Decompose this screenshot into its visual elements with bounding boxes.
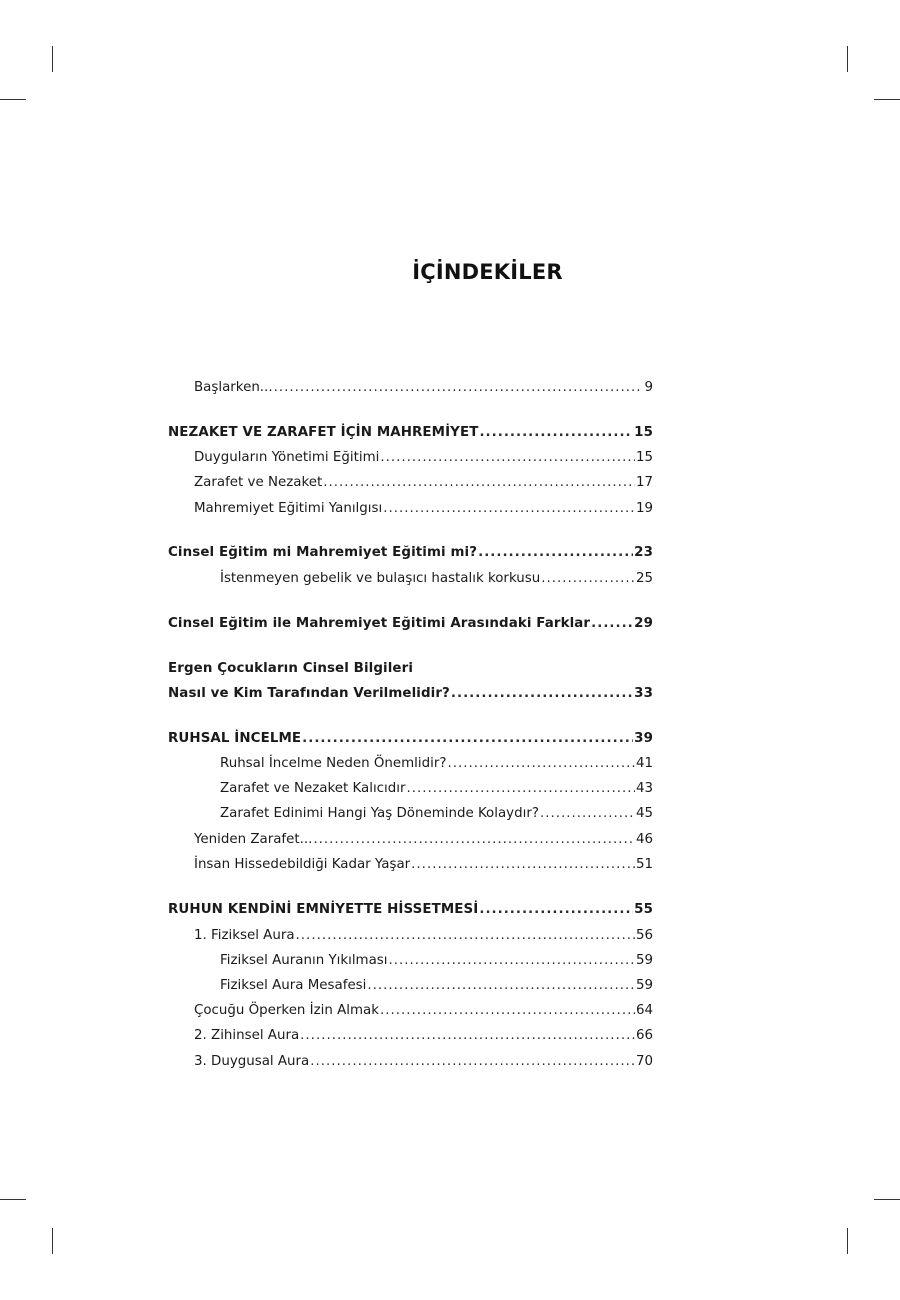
toc-entry-page: 39: [634, 731, 653, 746]
toc-entry: [194, 855, 653, 875]
toc-entry: [220, 804, 653, 824]
toc-entry-page: 59: [635, 953, 653, 968]
toc-leader-dots: [310, 1052, 635, 1072]
toc-leader-dots: [300, 1026, 635, 1046]
toc-entry-page: 46: [635, 832, 653, 847]
toc-leader-dots: [479, 900, 633, 920]
toc-entry: [194, 448, 653, 468]
toc-leader-dots: [323, 473, 635, 493]
toc-leader-dots: [540, 804, 635, 824]
toc-leader-dots: [591, 614, 633, 634]
toc-leader-dots: [406, 779, 634, 799]
toc-leader-dots: [389, 951, 635, 971]
toc-entry: [220, 951, 653, 971]
toc-leader-dots: [411, 855, 635, 875]
toc-entry-page: 15: [635, 450, 653, 465]
toc-entry: [220, 779, 653, 799]
toc-entry-title: 1. Fiziksel Aura: [194, 928, 295, 943]
toc-leader-dots: [367, 976, 635, 996]
toc-entry: [168, 614, 653, 634]
toc-entry: [220, 976, 653, 996]
toc-entry-title: Fiziksel Aura Mesafesi: [220, 978, 367, 993]
toc-entry-page: 29: [634, 616, 653, 631]
toc-entry: [194, 926, 653, 946]
toc-entry-title: Yeniden Zarafet...: [194, 832, 313, 847]
toc-entry: [168, 900, 653, 920]
toc-entry-page: 43: [635, 781, 653, 796]
toc-leader-dots: [479, 423, 633, 443]
toc-entry-title: Cinsel Eğitim ile Mahremiyet Eğitimi Arasındaki Farklar: [168, 616, 591, 631]
toc-entry: [220, 754, 653, 774]
toc-entry: [194, 473, 653, 493]
toc-leader-dots: [478, 543, 633, 563]
toc-entry: [220, 569, 653, 589]
toc-entry-title: Ergen Çocukların Cinsel Bilgileri: [168, 661, 414, 676]
toc-entry-title: 3. Duygusal Aura: [194, 1054, 310, 1069]
toc-leader-dots: [380, 448, 635, 468]
page-title: İÇİNDEKİLER: [412, 260, 563, 285]
toc-entry-title: RUHUN KENDİNİ EMNİYETTE HİSSETMESİ: [168, 902, 479, 917]
toc-entry: [168, 423, 653, 443]
toc-entry-title: Mahremiyet Eğitimi Yanılgısı: [194, 501, 383, 516]
toc-entry-page: 51: [635, 857, 653, 872]
toc-leader-dots: [274, 378, 644, 398]
toc-entry-page: 56: [635, 928, 653, 943]
toc-entry-title: Başlarken...: [194, 380, 273, 395]
toc-entry-title: Zarafet ve Nezaket: [194, 475, 323, 490]
toc-entry-page: 9: [644, 380, 653, 395]
toc-entry-title: Nasıl ve Kim Tarafından Verilmelidir?: [168, 686, 450, 701]
toc-entry-page: 55: [634, 902, 653, 917]
toc-entry-page: 66: [635, 1028, 653, 1043]
toc-leader-dots: [302, 729, 633, 749]
toc-leader-dots: [447, 754, 635, 774]
toc-entry-title: Ruhsal İncelme Neden Önemlidir?: [220, 756, 447, 771]
toc-entry-page: 64: [635, 1003, 653, 1018]
toc-entry: [194, 1052, 653, 1072]
toc-entry: [168, 729, 653, 749]
toc-entry: [194, 378, 653, 398]
toc-leader-dots: [383, 499, 635, 519]
toc-leader-dots: [451, 684, 633, 704]
toc-entry-page: 59: [635, 978, 653, 993]
toc-entry: [168, 659, 653, 679]
toc-entry: [168, 684, 653, 704]
toc-entry-page: 17: [635, 475, 653, 490]
toc-leader-dots: [541, 569, 635, 589]
toc-entry-title: Zarafet Edinimi Hangi Yaş Döneminde Kolaydır?: [220, 806, 539, 821]
toc-entry: [194, 499, 653, 519]
toc-entry-title: NEZAKET VE ZARAFET İÇİN MAHREMİYET: [168, 425, 479, 440]
toc-entry-title: RUHSAL İNCELME: [168, 731, 302, 746]
toc-leader-dots: [313, 830, 635, 850]
toc-entry: [168, 543, 653, 563]
toc-entry-page: 33: [634, 686, 653, 701]
toc-entry-page: 45: [635, 806, 653, 821]
toc-entry-title: Zarafet ve Nezaket Kalıcıdır: [220, 781, 406, 796]
toc-entry: [194, 1001, 653, 1021]
toc-entry-page: 15: [634, 425, 653, 440]
toc-entry: [194, 830, 653, 850]
toc-entry-title: 2. Zihinsel Aura: [194, 1028, 300, 1043]
toc-entry-title: İstenmeyen gebelik ve bulaşıcı hastalık korkusu: [220, 571, 541, 586]
toc-leader-dots: [296, 926, 635, 946]
toc-entry-page: 70: [635, 1054, 653, 1069]
toc-entry-page: 23: [634, 545, 653, 560]
toc-entry-title: Fiziksel Auranın Yıkılması: [220, 953, 388, 968]
toc-entry-page: 19: [635, 501, 653, 516]
toc-leader-dots: [380, 1001, 635, 1021]
toc-entry-title: Çocuğu Öperken İzin Almak: [194, 1003, 380, 1018]
toc-entry-title: Duyguların Yönetimi Eğitimi: [194, 450, 380, 465]
toc-entry-page: 41: [635, 756, 653, 771]
toc-entry: [194, 1026, 653, 1046]
toc-entry-title: İnsan Hissedebildiği Kadar Yaşar: [194, 857, 411, 872]
toc-entry-title: Cinsel Eğitim mi Mahremiyet Eğitimi mi?: [168, 545, 478, 560]
toc-entry-page: 25: [635, 571, 653, 586]
